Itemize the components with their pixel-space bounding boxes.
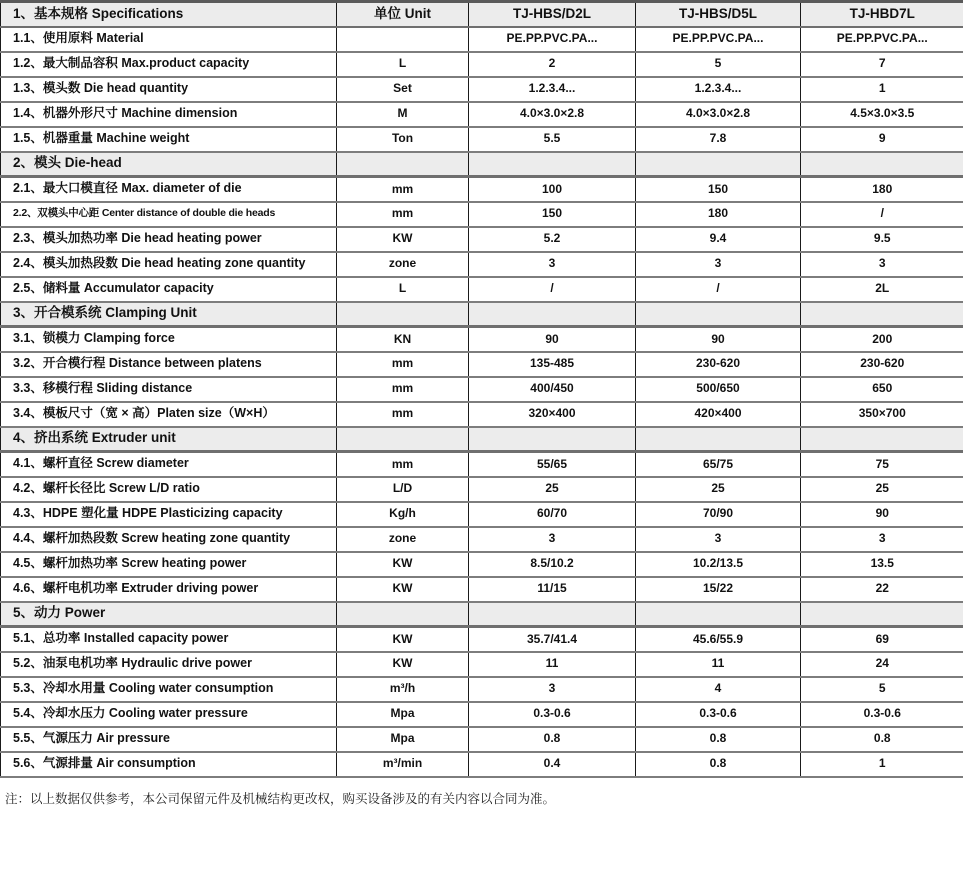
value-cell: 9.4 [636, 227, 801, 252]
table-row [1, 702, 963, 727]
table-row [1, 677, 963, 702]
section-row [1, 427, 963, 452]
spec-label: 4.4、螺杆加热段数 Screw heating zone quantity [1, 527, 337, 552]
value-cell: 0.3-0.6 [636, 702, 801, 727]
value-cell: 420×400 [636, 402, 801, 427]
table-row [1, 277, 963, 302]
value-cell: 22 [801, 577, 963, 602]
value-cell: 150 [469, 202, 636, 227]
value-cell: 65/75 [636, 452, 801, 477]
value-cell: 3 [636, 527, 801, 552]
value-cell: 3 [636, 252, 801, 277]
table-row [1, 402, 963, 427]
value-cell: 70/90 [636, 502, 801, 527]
value-cell: 3 [801, 527, 963, 552]
value-cell: 650 [801, 377, 963, 402]
spec-label: 5.4、冷却水压力 Cooling water pressure [1, 702, 337, 727]
value-cell: PE.PP.PVC.PA... [801, 27, 963, 52]
value-cell: 0.8 [469, 727, 636, 752]
value-cell: / [636, 277, 801, 302]
value-cell: 9 [801, 127, 963, 152]
table-row [1, 502, 963, 527]
table-row [1, 352, 963, 377]
unit-cell: zone [337, 527, 469, 552]
section-empty-cell [337, 152, 469, 177]
value-cell: 1.2.3.4... [636, 77, 801, 102]
table-row [1, 577, 963, 602]
unit-cell: zone [337, 252, 469, 277]
value-cell: 350×700 [801, 402, 963, 427]
value-cell: / [469, 277, 636, 302]
table-row [1, 27, 963, 52]
value-cell: 11 [469, 652, 636, 677]
value-cell: 230-620 [636, 352, 801, 377]
value-cell: 4.5×3.0×3.5 [801, 102, 963, 127]
spec-label: 1.5、机器重量 Machine weight [1, 127, 337, 152]
value-cell: 2 [469, 52, 636, 77]
value-cell: 3 [469, 252, 636, 277]
section-row [1, 152, 963, 177]
value-cell: 13.5 [801, 552, 963, 577]
value-cell: 320×400 [469, 402, 636, 427]
value-cell: 180 [636, 202, 801, 227]
section-empty-cell [636, 302, 801, 327]
value-cell: 4.0×3.0×2.8 [636, 102, 801, 127]
value-cell: 4 [636, 677, 801, 702]
value-cell: 0.8 [636, 752, 801, 777]
value-cell: 24 [801, 652, 963, 677]
spec-label: 1.1、使用原料 Material [1, 27, 337, 52]
table-row [1, 202, 963, 227]
value-cell: 25 [636, 477, 801, 502]
value-cell: 35.7/41.4 [469, 627, 636, 652]
table-row [1, 752, 963, 777]
value-cell: PE.PP.PVC.PA... [469, 27, 636, 52]
unit-cell: mm [337, 202, 469, 227]
unit-column-header: 单位 Unit [337, 2, 469, 27]
value-cell: 0.3-0.6 [469, 702, 636, 727]
value-cell: 7.8 [636, 127, 801, 152]
value-cell: 90 [469, 327, 636, 352]
value-cell: 200 [801, 327, 963, 352]
table-row [1, 127, 963, 152]
value-cell: 90 [801, 502, 963, 527]
unit-cell: L [337, 277, 469, 302]
value-cell: 3 [469, 677, 636, 702]
value-cell: 9.5 [801, 227, 963, 252]
value-cell: 0.4 [469, 752, 636, 777]
spec-label: 5.5、气源压力 Air pressure [1, 727, 337, 752]
table-row [1, 452, 963, 477]
value-cell: 5 [636, 52, 801, 77]
table-row [1, 252, 963, 277]
section-empty-cell [469, 152, 636, 177]
unit-cell: Set [337, 77, 469, 102]
table-row [1, 727, 963, 752]
value-cell: 15/22 [636, 577, 801, 602]
section-empty-cell [801, 427, 963, 452]
section-empty-cell [801, 152, 963, 177]
value-cell: 25 [469, 477, 636, 502]
section-empty-cell [469, 602, 636, 627]
unit-cell: KN [337, 327, 469, 352]
unit-cell: L/D [337, 477, 469, 502]
unit-cell: L [337, 52, 469, 77]
table-header-row [1, 2, 963, 27]
model-column-header: TJ-HBS/D2L [469, 2, 636, 27]
section-empty-cell [337, 302, 469, 327]
table-row [1, 177, 963, 202]
unit-cell: mm [337, 452, 469, 477]
section-empty-cell [801, 602, 963, 627]
section-empty-cell [469, 427, 636, 452]
value-cell: PE.PP.PVC.PA... [636, 27, 801, 52]
unit-cell: mm [337, 402, 469, 427]
table-title: 1、基本规格 Specifications [1, 2, 337, 27]
table-row [1, 102, 963, 127]
table-row [1, 527, 963, 552]
spec-label: 1.4、机器外形尺寸 Machine dimension [1, 102, 337, 127]
unit-cell: Kg/h [337, 502, 469, 527]
section-row [1, 302, 963, 327]
table-row [1, 77, 963, 102]
unit-cell: m³/min [337, 752, 469, 777]
unit-cell: mm [337, 177, 469, 202]
value-cell: 8.5/10.2 [469, 552, 636, 577]
spec-label: 2.3、模头加热功率 Die head heating power [1, 227, 337, 252]
value-cell: 100 [469, 177, 636, 202]
unit-cell: mm [337, 377, 469, 402]
value-cell: 1 [801, 77, 963, 102]
value-cell: 7 [801, 52, 963, 77]
value-cell: 45.6/55.9 [636, 627, 801, 652]
table-row [1, 627, 963, 652]
spec-label: 4.5、螺杆加热功率 Screw heating power [1, 552, 337, 577]
spec-label: 2.5、储料量 Accumulator capacity [1, 277, 337, 302]
spec-label: 5.3、冷却水用量 Cooling water consumption [1, 677, 337, 702]
spec-label: 2.4、模头加热段数 Die head heating zone quantity [1, 252, 337, 277]
spec-label: 4.3、HDPE 塑化量 HDPE Plasticizing capacity [1, 502, 337, 527]
value-cell: 4.0×3.0×2.8 [469, 102, 636, 127]
value-cell: 135-485 [469, 352, 636, 377]
section-empty-cell [636, 427, 801, 452]
unit-cell: KW [337, 627, 469, 652]
unit-cell: KW [337, 227, 469, 252]
table-row [1, 227, 963, 252]
value-cell: 10.2/13.5 [636, 552, 801, 577]
value-cell: 5.2 [469, 227, 636, 252]
section-empty-cell [469, 302, 636, 327]
section-empty-cell [801, 302, 963, 327]
spec-label: 4.6、螺杆电机功率 Extruder driving power [1, 577, 337, 602]
unit-cell [337, 27, 469, 52]
table-row [1, 477, 963, 502]
model-column-header: TJ-HBD7L [801, 2, 963, 27]
spec-label: 5.1、总功率 Installed capacity power [1, 627, 337, 652]
section-title: 2、模头 Die-head [1, 152, 337, 177]
value-cell: 3 [469, 527, 636, 552]
value-cell: 3 [801, 252, 963, 277]
value-cell: 1.2.3.4... [469, 77, 636, 102]
spec-label: 1.2、最大制品容积 Max.product capacity [1, 52, 337, 77]
value-cell: 5.5 [469, 127, 636, 152]
table-row [1, 652, 963, 677]
table-row [1, 327, 963, 352]
value-cell: 90 [636, 327, 801, 352]
spec-label: 3.4、模板尺寸（宽 × 高）Platen size（W×H） [1, 402, 337, 427]
table-row [1, 377, 963, 402]
section-title: 3、开合模系统 Clamping Unit [1, 302, 337, 327]
section-empty-cell [636, 152, 801, 177]
section-row [1, 602, 963, 627]
value-cell: 11/15 [469, 577, 636, 602]
unit-cell: KW [337, 577, 469, 602]
spec-label: 2.2、双模头中心距 Center distance of double die heads [1, 202, 337, 227]
value-cell: 55/65 [469, 452, 636, 477]
section-empty-cell [337, 427, 469, 452]
spec-label: 4.2、螺杆长径比 Screw L/D ratio [1, 477, 337, 502]
spec-label: 4.1、螺杆直径 Screw diameter [1, 452, 337, 477]
unit-cell: mm [337, 352, 469, 377]
spec-label: 3.1、锁模力 Clamping force [1, 327, 337, 352]
section-empty-cell [337, 602, 469, 627]
value-cell: 400/450 [469, 377, 636, 402]
value-cell: 60/70 [469, 502, 636, 527]
value-cell: 150 [636, 177, 801, 202]
unit-cell: Ton [337, 127, 469, 152]
unit-cell: Mpa [337, 727, 469, 752]
value-cell: 5 [801, 677, 963, 702]
spec-label: 3.3、移模行程 Sliding distance [1, 377, 337, 402]
spec-label: 2.1、最大口模直径 Max. diameter of die [1, 177, 337, 202]
unit-cell: M [337, 102, 469, 127]
unit-cell: KW [337, 552, 469, 577]
spec-label: 3.2、开合模行程 Distance between platens [1, 352, 337, 377]
value-cell: 1 [801, 752, 963, 777]
unit-cell: m³/h [337, 677, 469, 702]
unit-cell: KW [337, 652, 469, 677]
section-title: 5、动力 Power [1, 602, 337, 627]
spec-label: 1.3、模头数 Die head quantity [1, 77, 337, 102]
value-cell: 500/650 [636, 377, 801, 402]
value-cell: 69 [801, 627, 963, 652]
section-empty-cell [636, 602, 801, 627]
unit-cell: Mpa [337, 702, 469, 727]
table-row [1, 52, 963, 77]
value-cell: 11 [636, 652, 801, 677]
value-cell: 75 [801, 452, 963, 477]
value-cell: 180 [801, 177, 963, 202]
value-cell: 25 [801, 477, 963, 502]
value-cell: 2L [801, 277, 963, 302]
section-title: 4、挤出系统 Extruder unit [1, 427, 337, 452]
spec-table-body [1, 2, 963, 777]
model-column-header: TJ-HBS/D5L [636, 2, 801, 27]
value-cell: / [801, 202, 963, 227]
value-cell: 0.8 [801, 727, 963, 752]
value-cell: 0.8 [636, 727, 801, 752]
spec-label: 5.2、油泵电机功率 Hydraulic drive power [1, 652, 337, 677]
value-cell: 0.3-0.6 [801, 702, 963, 727]
footnote: 注：以上数据仅供参考，本公司保留元件及机械结构更改权，购买设备涉及的有关内容以合同为准。 [5, 791, 556, 806]
value-cell: 230-620 [801, 352, 963, 377]
spec-label: 5.6、气源排量 Air consumption [1, 752, 337, 777]
table-row [1, 552, 963, 577]
